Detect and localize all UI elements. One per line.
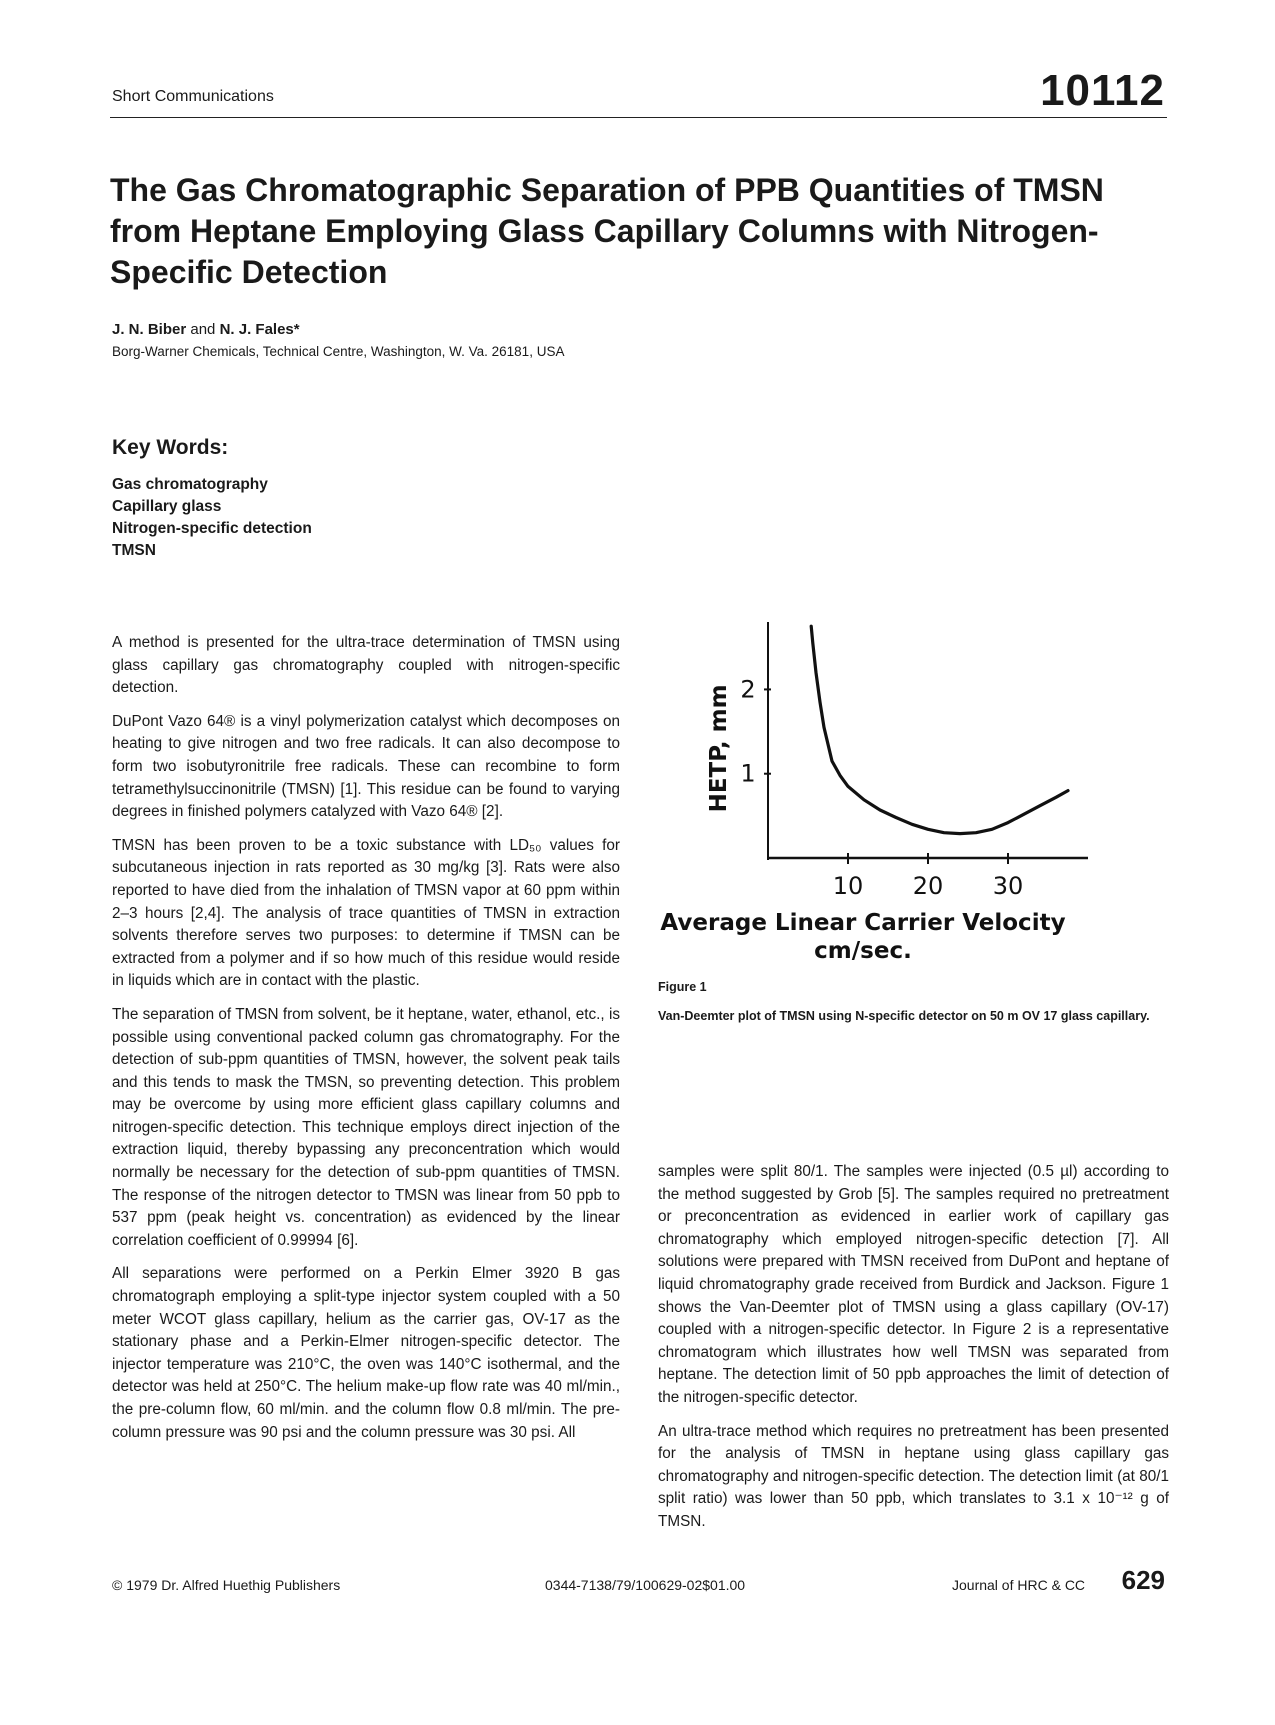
body-paragraph: All separations were performed on a Perkin Elmer 3920 B gas chromatograph employing a split-type injector system coupled with a 50 meter WCOT glass capillary, helium as the carrier gas, OV-17 as the stationary phase and a Perkin-Elmer nitrogen-specific detector. The injector temperature was 210°C, the oven was 140°C isothermal, and the detector was held at 250°C. The helium make-up flow rate was 40 ml/min., the pre-column flow, 60 ml/min. and the column flow 0.8 ml/min. The pre-column pressure was 90 psi and the column pressure was 30 psi. All	[112, 1265, 620, 1441]
x-axis-title: Average Linear Carrier Velocity	[660, 910, 1066, 936]
chart-labels	[660, 675, 1065, 964]
journal-name: Journal of HRC & CC	[952, 1577, 1086, 1593]
right-column	[658, 1161, 1169, 1545]
document-number: 10112	[1040, 66, 1165, 115]
series-line	[811, 626, 1068, 833]
page-number: 629	[1121, 1565, 1165, 1595]
x-tick-label: 20	[912, 872, 944, 900]
author-conjunction: and	[186, 321, 220, 338]
header-rule	[110, 117, 1167, 118]
keyword-item: Gas chromatography	[112, 476, 268, 493]
left-column	[112, 632, 620, 1455]
body-paragraph: The separation of TMSN from solvent, be it heptane, water, ethanol, etc., is possible using conventional packed column gas chromatography. For the detection of sub-ppm quantities of TMSN, however, the solvent peak tails and this tends to mask the TMSN, so preventing detection. This problem may be overcome by using more efficient glass capillary columns and nitrogen-specific detection. This technique employs direct injection of the extraction liquid, thereby bypassing any preconcentration which would normally be necessary for the detection of sub-ppm quantities of TMSN. The response of the nitrogen detector to TMSN was linear from 50 ppb to 537 ppm (peak height vs. concentration) as evidenced by the linear correlation coefficient of 0.99994 [6].	[112, 1005, 620, 1249]
x-tick-label: 30	[992, 872, 1024, 900]
author-2: N. J. Fales*	[219, 321, 300, 338]
issn-code: 0344-7138/79/100629-02$01.00	[545, 1577, 746, 1593]
paper-title: The Gas Chromatographic Separation of PPB Quantities of TMSN from Heptane Employing Glass Capillary Columns with Nitrogen-Specific Detection	[110, 172, 1104, 290]
copyright-notice: © 1979 Dr. Alfred Huethig Publishers	[112, 1577, 341, 1593]
body-paragraph: An ultra-trace method which requires no pretreatment has been presented for the analysis of TMSN in heptane using glass capillary gas chromatography and nitrogen-specific detection. The detection limit (at 80/1 split ratio) was lower than 50 ppb, which translates to 3.1 x 10⁻¹² g of TMSN.	[658, 1422, 1169, 1530]
section-label: Short Communications	[112, 88, 274, 105]
body-paragraph: TMSN has been proven to be a toxic substance with LD₅₀ values for subcutaneous injection in rats reported as 30 mg/kg [3]. Rats were also reported to have died from the inhalation of TMSN vapor at 60 ppm within 2–3 hours [2,4]. The analysis of trace quantities of TMSN in extraction solvents therefore serves two purposes: to determine if TMSN can be extracted from a polymer and if so how much of this residue would reside in liquids which are in contact with the plastic.	[112, 836, 620, 990]
van-deemter-chart	[660, 618, 1170, 980]
y-axis-title: HETP, mm	[706, 684, 732, 813]
keyword-item: Capillary glass	[112, 498, 222, 515]
figure-1	[660, 618, 1170, 980]
keyword-item: TMSN	[112, 542, 156, 559]
figure-caption: Van-Deemter plot of TMSN using N-specific detector on 50 m OV 17 glass capillary.	[658, 1009, 1150, 1023]
keywords-heading: Key Words:	[112, 436, 229, 459]
body-paragraph: DuPont Vazo 64® is a vinyl polymerization catalyst which decomposes on heating to give nitrogen and two free radicals. It can also decompose to form two isobutyronitrile free radicals. These can recombine to form tetramethylsuccinonitrile (TMSN) [1]. This residue can be found to varying degrees in finished polymers catalyzed with Vazo 64® [2].	[112, 712, 620, 821]
y-tick-label: 1	[740, 759, 756, 788]
y-tick-label: 2	[740, 675, 756, 704]
body-paragraph: samples were split 80/1. The samples were injected (0.5 µl) according to the method suggested by Grob [5]. The samples required no pretreatment or preconcentration as evidenced in earlier work of capillary gas chromatography which employed nitrogen-specific detection [7]. All solutions were prepared with TMSN received from DuPont and heptane of liquid chromatography grade received from Burdick and Jackson. Figure 1 shows the Van-Deemter plot of TMSN using a glass capillary (OV-17) coupled with a nitrogen-specific detector. In Figure 2 is a representative chromatogram which illustrates how well TMSN was separated from heptane. The detection limit of 50 ppb approaches the limit of detection of the nitrogen-specific detector.	[658, 1163, 1169, 1406]
authors	[112, 321, 300, 338]
x-tick-label: 10	[832, 872, 864, 900]
abstract-paragraph: A method is presented for the ultra-trace determination of TMSN using glass capillary gas chromatography coupled with nitrogen-specific detection.	[112, 634, 620, 697]
keywords-list	[112, 474, 312, 562]
figure-label: Figure 1	[658, 980, 707, 994]
x-axis-unit: cm/sec.	[814, 938, 912, 964]
chart-marks	[811, 626, 1068, 833]
affiliation: Borg-Warner Chemicals, Technical Centre, Washington, W. Va. 26181, USA	[112, 344, 565, 359]
keyword-item: Nitrogen-specific detection	[112, 520, 312, 537]
author-1: J. N. Biber	[112, 321, 187, 338]
